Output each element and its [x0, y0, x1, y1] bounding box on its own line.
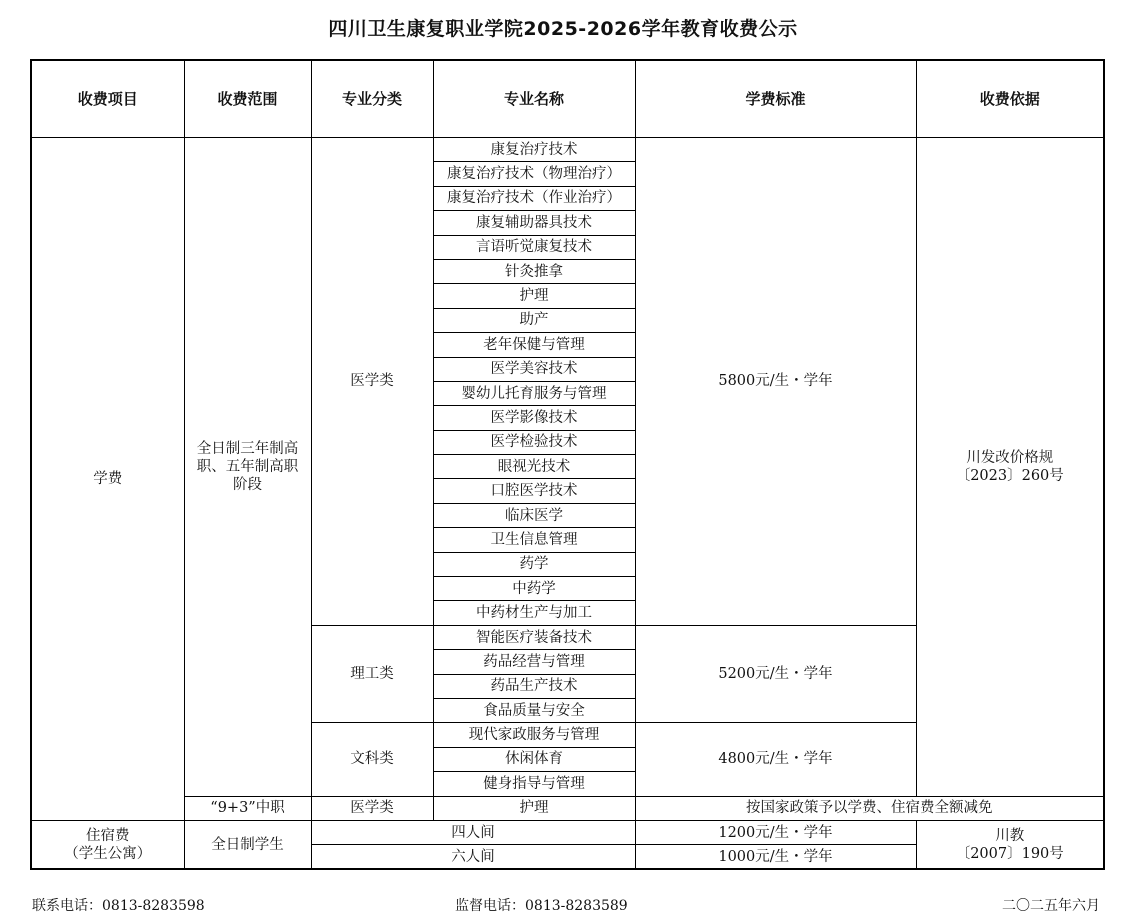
- major-name-cell: 药品经营与管理: [433, 650, 635, 674]
- major-name-cell: 医学影像技术: [433, 406, 635, 430]
- basis-line: 川教: [995, 827, 1025, 844]
- major-name-cell: 老年保健与管理: [433, 333, 635, 357]
- basis-line: 川发改价格规: [966, 449, 1054, 466]
- secondary-note-cell: 按国家政策予以学费、住宿费全额减免: [635, 796, 1104, 820]
- engineering-category-cell: 理工类: [311, 625, 433, 723]
- basis-line: 〔2007〕190号: [955, 845, 1064, 862]
- contact-phone: 联系电话：0813-8283598: [32, 898, 205, 914]
- major-name-cell: 中药学: [433, 577, 635, 601]
- medical-fee-cell: 5800元/生・学年: [635, 138, 916, 626]
- room-fee-cell: 1200元/生・学年: [635, 820, 916, 844]
- fee-table: [30, 59, 1105, 870]
- basis-line: 〔2023〕260号: [955, 467, 1064, 484]
- supervision-phone: 监督电话：0813-8283589: [455, 898, 628, 914]
- tuition-basis-cell: [916, 138, 1104, 797]
- medical-category-cell: 医学类: [311, 138, 433, 626]
- major-name-cell: 中药材生产与加工: [433, 601, 635, 625]
- table-row: [31, 138, 1104, 162]
- accommodation-item-line: 住宿费: [86, 827, 130, 844]
- major-name-cell: 言语听觉康复技术: [433, 235, 635, 259]
- major-name-cell: 健身指导与管理: [433, 772, 635, 796]
- accommodation-basis-cell: [916, 820, 1104, 869]
- room-type-cell: 六人间: [311, 845, 635, 869]
- header-fee-basis: 收费依据: [916, 60, 1104, 138]
- major-name-cell: 医学检验技术: [433, 430, 635, 454]
- major-name-cell: 药学: [433, 552, 635, 576]
- page-title: 四川卫生康复职业学院2025-2026学年教育收费公示: [328, 18, 798, 40]
- table-row: [31, 796, 1104, 820]
- major-name-cell: 卫生信息管理: [433, 528, 635, 552]
- header-fee-item: 收费项目: [31, 60, 184, 138]
- engineering-fee-cell: 5200元/生・学年: [635, 625, 916, 723]
- accommodation-item-line: （学生公寓）: [64, 845, 152, 862]
- secondary-category-cell: 医学类: [311, 796, 433, 820]
- major-name-cell: 康复治疗技术（作业治疗）: [433, 186, 635, 210]
- header-fee-scope: 收费范围: [184, 60, 311, 138]
- tuition-item-cell: 学费: [31, 138, 184, 821]
- room-type-cell: 四人间: [311, 820, 635, 844]
- major-name-cell: 医学美容技术: [433, 357, 635, 381]
- major-name-cell: 康复治疗技术（物理治疗）: [433, 162, 635, 186]
- major-name-cell: 药品生产技术: [433, 674, 635, 698]
- major-name-cell: 康复辅助器具技术: [433, 211, 635, 235]
- major-name-cell: 临床医学: [433, 503, 635, 527]
- accommodation-scope-cell: 全日制学生: [184, 820, 311, 869]
- major-name-cell: 休闲体育: [433, 747, 635, 771]
- major-name-cell: 口腔医学技术: [433, 479, 635, 503]
- major-name-cell: 智能医疗装备技术: [433, 625, 635, 649]
- major-name-cell: 现代家政服务与管理: [433, 723, 635, 747]
- accommodation-item-cell: [31, 820, 184, 869]
- secondary-scope-cell: “9+3”中职: [184, 796, 311, 820]
- header-major-category: 专业分类: [311, 60, 433, 138]
- liberal-fee-cell: 4800元/生・学年: [635, 723, 916, 796]
- major-name-cell: 康复治疗技术: [433, 138, 635, 162]
- major-name-cell: 婴幼儿托育服务与管理: [433, 381, 635, 405]
- publish-date: 二〇二五年六月: [1002, 898, 1100, 914]
- major-name-cell: 护理: [433, 284, 635, 308]
- tuition-scope-cell: 全日制三年制高职、五年制高职阶段: [184, 138, 311, 797]
- secondary-major-cell: 护理: [433, 796, 635, 820]
- major-name-cell: 食品质量与安全: [433, 698, 635, 722]
- liberal-category-cell: 文科类: [311, 723, 433, 796]
- major-name-cell: 针灸推拿: [433, 259, 635, 283]
- major-name-cell: 眼视光技术: [433, 455, 635, 479]
- header-major-name: 专业名称: [433, 60, 635, 138]
- table-row: [31, 820, 1104, 844]
- header-tuition-standard: 学费标准: [635, 60, 916, 138]
- header-row: [31, 60, 1104, 138]
- room-fee-cell: 1000元/生・学年: [635, 845, 916, 869]
- major-name-cell: 助产: [433, 308, 635, 332]
